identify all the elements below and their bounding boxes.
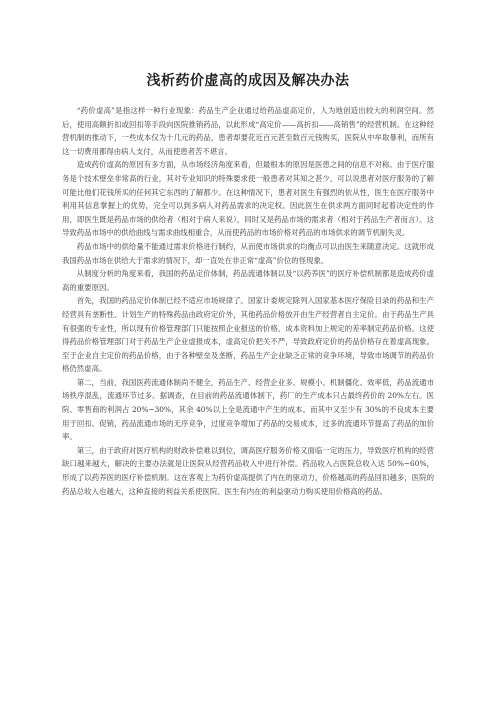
- paragraph-2: 造成药价虚高的原因有多方面，从市场经济角度来看，但最根本的原因是医患之间的信息不对称。由于医疗服务是个技术壁垒非常高的行业，其对专业知识的特殊要求使一般患者对其知之甚少，可以说患者对医疗服务的了解可能比他们花钱所买的任何其它东西的了解都少。在这种情况下，患者对医生有强烈的依从性，医生在医疗服务中利用其信息掌握上的优势，完全可以到多病人对药品需求的决定权。因此医生在供求两方面同时起着决定性的作用，即医生既是药品市场的供给者（相对于病人来说），同时又是药品市场的需求者（相对于药品生产者而言）。这导致药品市场中的供给曲线与需求曲线相重合，从而使药品的市场价格对药品的市场供求的调节机制失灵。: [62, 160, 434, 238]
- paragraph-4: 从制度分析的角度来看，我国的药品定价体制，药品流通体制以及“以药养医”的医疗补偿机制都是造成药价虚高的重要原因。: [62, 269, 434, 292]
- paragraph-6: 第二，当前，我国医药流通体制尚不健全，药品生产、经营企业多、规模小、机制僵化、效率低，药品流通市场秩序混乱，流通环节过多。据调查，在目前的药品流通体制下，药厂的生产成本只占最终药价的 20%左右。医院、零售商的利润占 20%~30%，其余 40%以上全是流通中产生的成本。而其中又至少有 30%的不良成本主要用于回扣、促销，药品流通市场的无序竞争，过度竞争增加了药品的交易成本，过多的流通环节提高了药品的加价率。: [62, 377, 434, 442]
- document-title: 浅析药价虚高的成因及解决办法: [146, 73, 350, 89]
- paragraph-1: “药价虚高”是指这样一种行业现象：药品生产企业通过给药品虚高定价，人为地创造出较大的利润空间。然后，使用高额折扣或回扣等手段向医院推销药品，以此形成“高定价——高折扣——高销售”的经营机制。在这种经营机制的推动下，一些成本仅为十几元的药品，患者却要花近百元甚至数百元钱购买，医院从中牟取暴利，而所有这一切费用都得由病人支付，从而使患者苦不堪言。: [62, 106, 434, 156]
- paragraph-5: 首先，我国的药品定价体制已经不适应市场规律了。国家计委规定除列入国家基本医疗保险目录的药品和生产经营具有垄断性、计划生产的特殊药品由政府定价外，其他药品价格放开由生产经营者自主定价。由于药品生产具有很强的专业性，所以现有价格管理部门只能按照企业报送的价格、成本资料加上规定的差率制定药品价格。这使得药品价格管理部门对于药品生产企业虚报成本，虚高定价把关不严，导致政府定价的药品价格存在着虚高现象。至于企业自主定价的药品价格，由于各种壁垒及垄断，药品生产企业缺乏正常的竞争环境，导致市场调节的药品价格仍然虚高。: [62, 296, 434, 374]
- paragraph-3: 药品市场中的供给量不能通过需求价格进行制约，从而使市场供求的均衡点可以由医生来随意决定。这就形成我国药品市场在供给大于需求的情况下，却一直处在非正常“虚高”价位的怪现象。: [62, 241, 434, 265]
- paragraph-7: 第三，由于政府对医疗机构的财政补偿难以到位，调高医疗服务价格又面临一定的压力，导致医疗机构的经营缺口越来越大，解决的主要办法就是让医院从经营药品收入中进行补偿。药品收入占医院总收入达 50%~60%，形成了以药养医的医疗补偿机制。这在客观上为药价虚高提供了内在的驱动力，价格越高的药品回扣越多，医院的药品总收入也越大，这种直接的利益关系使医院、医生有内在的利益驱动力购买使用价格高的药品。: [62, 445, 434, 496]
